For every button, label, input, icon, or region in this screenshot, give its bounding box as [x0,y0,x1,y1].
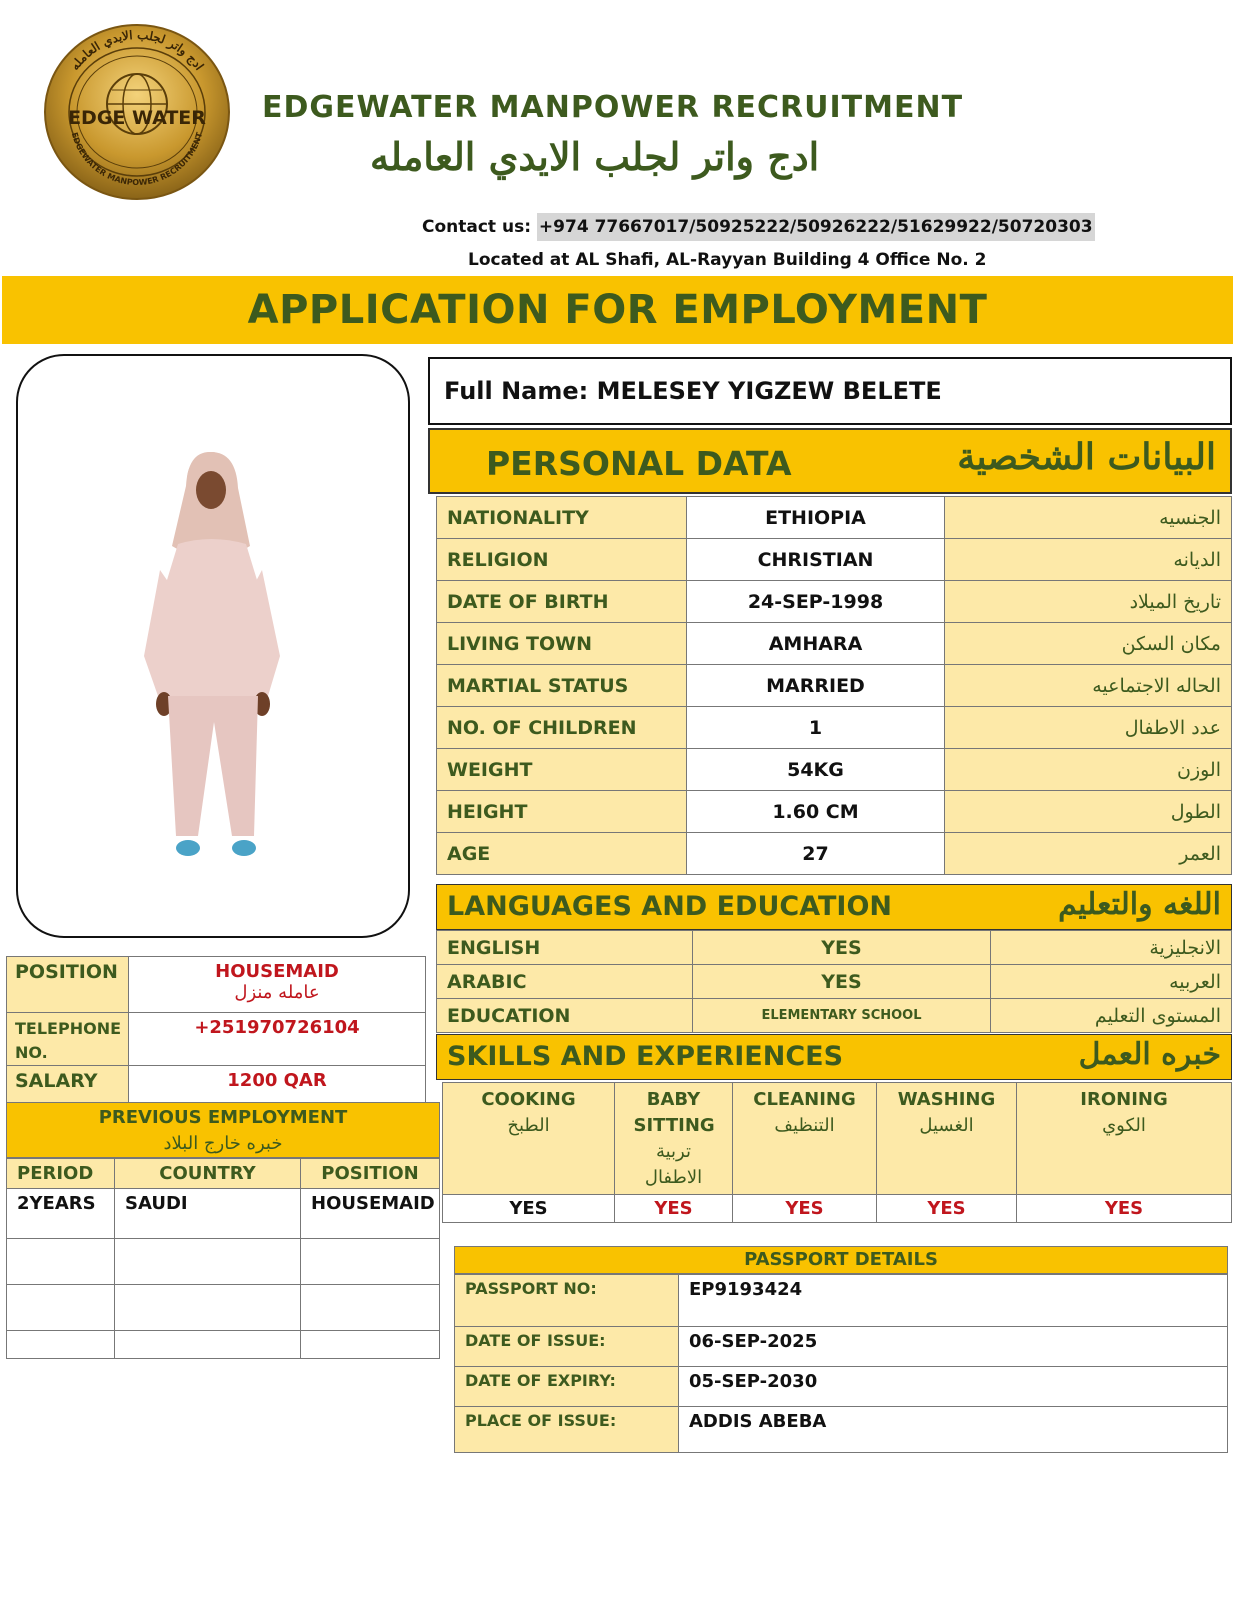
skill-washing [877,1083,1017,1195]
skill-label-ar: التنظيف [774,1115,835,1136]
table-row [437,999,1232,1033]
logo-ring-english: EDGEWATER MANPOWER RECRUITMENT [69,131,205,188]
position-cell: HOUSEMAID [301,1189,440,1239]
skills-header [436,1034,1232,1080]
row-value: AMHARA [687,623,945,665]
contact-label: Contact us: [422,217,531,237]
skills-value-row [443,1195,1232,1223]
personal-data-table [436,496,1232,875]
row-label-ar: الطول [945,791,1232,833]
full-name-value: MELESEY YIGZEW BELETE [596,377,942,405]
table-row [437,665,1232,707]
table-row [7,1239,440,1285]
row-label: NATIONALITY [437,497,687,539]
table-row [437,791,1232,833]
skill-baby-sitting [615,1083,733,1195]
location-line: Located at AL Shafi, AL-Rayyan Building 4 Office No. 2 [468,250,987,270]
languages-table [436,930,1232,1033]
row-label-ar: تاريخ الميلاد [945,581,1232,623]
empty-cell [301,1285,440,1331]
banner-title: APPLICATION FOR EMPLOYMENT [247,287,988,333]
empty-cell [301,1239,440,1285]
salary-label: SALARY [7,1066,129,1104]
skill-value: YES [443,1195,615,1223]
empty-cell [7,1331,115,1359]
full-name-label: Full Name: [444,377,589,405]
row-label: PASSPORT NO: [455,1275,679,1327]
row-value: ADDIS ABEBA [679,1407,1228,1453]
contact-numbers: +974 77667017/50925222/50926222/51629922/50720303 [537,213,1095,241]
company-logo [42,22,232,202]
table-row [437,965,1232,999]
table-row [455,1327,1228,1367]
row-label: PLACE OF ISSUE: [455,1407,679,1453]
period-cell: 2YEARS [7,1189,115,1239]
skills-title-ar: خبره العمل [1078,1037,1221,1072]
row-label-ar: الجنسيه [945,497,1232,539]
table-row [7,1189,440,1239]
applicant-figure [18,356,410,938]
skills-title-en: SKILLS AND EXPERIENCES [447,1041,844,1072]
empty-cell [7,1239,115,1285]
skill-label: WASHING [897,1089,996,1110]
personal-data-title-en: PERSONAL DATA [486,444,792,483]
row-value: YES [693,965,991,999]
table-row [437,539,1232,581]
salary-value: 1200 QAR [129,1066,426,1104]
skills-table [442,1082,1232,1223]
skill-cleaning [733,1083,877,1195]
table-row [7,957,426,1013]
row-label: DATE OF ISSUE: [455,1327,679,1367]
previous-employment-header [6,1102,440,1158]
skill-label: CLEANING [753,1089,856,1110]
row-label-ar: عدد الاطفال [945,707,1232,749]
logo-text: EDGE WATER [68,107,206,129]
row-value: YES [693,931,991,965]
row-label: HEIGHT [437,791,687,833]
personal-data-header [428,428,1232,494]
table-row [437,497,1232,539]
column-header: PERIOD [7,1159,115,1189]
table-row [455,1275,1228,1327]
skill-value: YES [877,1195,1017,1223]
table-row [455,1367,1228,1407]
table-row [437,581,1232,623]
row-label: LIVING TOWN [437,623,687,665]
position-value [129,957,426,1013]
row-label: AGE [437,833,687,875]
skill-label-ar: الطبخ [507,1115,550,1136]
table-header-row [7,1159,440,1189]
row-label: DATE OF EXPIRY: [455,1367,679,1407]
empty-cell [115,1331,301,1359]
skills-head-row [443,1083,1232,1195]
skill-label-ar: الغسيل [919,1115,974,1136]
skill-label: IRONING [1080,1089,1168,1110]
row-value: EP9193424 [679,1275,1228,1327]
contact-line [422,217,1095,237]
skill-value: YES [615,1195,733,1223]
telephone-label: TELEPHONE NO. [7,1013,129,1066]
table-row [455,1407,1228,1453]
row-value: MARRIED [687,665,945,707]
row-label-ar: العربيه [991,965,1232,999]
row-value: ETHIOPIA [687,497,945,539]
skill-label-ar: الكوي [1102,1115,1146,1136]
full-name-box [428,357,1232,425]
company-name-ar: ادج واتر لجلب الايدي العامله [370,134,820,179]
column-header: POSITION [301,1159,440,1189]
table-row [437,623,1232,665]
table-row [437,749,1232,791]
skill-value: YES [733,1195,877,1223]
row-value: 24-SEP-1998 [687,581,945,623]
row-label: RELIGION [437,539,687,581]
row-label: NO. OF CHILDREN [437,707,687,749]
previous-employment-title-en: PREVIOUS EMPLOYMENT [98,1107,348,1128]
country-cell: SAUDI [115,1189,301,1239]
company-name-en: EDGEWATER MANPOWER RECRUITMENT [262,90,964,125]
skill-value: YES [1017,1195,1232,1223]
skill-label: BABY SITTING [633,1089,715,1136]
row-label-ar: المستوى التعليم [991,999,1232,1033]
empty-cell [115,1239,301,1285]
row-label-ar: الديانه [945,539,1232,581]
row-label-ar: مكان السكن [945,623,1232,665]
skill-label: COOKING [481,1089,576,1110]
table-row [7,1331,440,1359]
row-label-ar: الحاله الاجتماعيه [945,665,1232,707]
empty-cell [7,1285,115,1331]
applicant-photo [16,354,410,938]
table-row [7,1013,426,1066]
row-value: 1 [687,707,945,749]
personal-data-title-ar: البيانات الشخصية [957,436,1216,478]
table-row [7,1066,426,1104]
telephone-value: +251970726104 [129,1013,426,1066]
skill-cooking [443,1083,615,1195]
languages-header [436,884,1232,930]
table-row [7,1285,440,1331]
position-info-table [6,956,426,1104]
empty-cell [115,1285,301,1331]
row-value: 06-SEP-2025 [679,1327,1228,1367]
row-label-ar: العمر [945,833,1232,875]
row-label: DATE OF BIRTH [437,581,687,623]
row-label-ar: الوزن [945,749,1232,791]
row-label: MARTIAL STATUS [437,665,687,707]
table-row [437,931,1232,965]
position-ar: عامله منزل [234,982,320,1003]
passport-table [454,1274,1228,1453]
row-value: 54KG [687,749,945,791]
row-label: ARABIC [437,965,693,999]
row-value: 27 [687,833,945,875]
row-value: ELEMENTARY SCHOOL [693,999,991,1033]
row-label: WEIGHT [437,749,687,791]
table-row [437,833,1232,875]
skill-label-ar: تربية الاطفال [644,1141,703,1188]
previous-employment-title-ar: خبره خارج البلاد [163,1133,283,1154]
row-value: CHRISTIAN [687,539,945,581]
skill-ironing [1017,1083,1232,1195]
row-label: EDUCATION [437,999,693,1033]
row-label: ENGLISH [437,931,693,965]
application-banner [2,276,1233,344]
position-en: HOUSEMAID [215,961,339,982]
logo-ring-arabic: ادج واتر لجلب الايدي العامله [67,27,207,73]
row-value: 05-SEP-2030 [679,1367,1228,1407]
empty-cell [301,1331,440,1359]
column-header: COUNTRY [115,1159,301,1189]
row-value: 1.60 CM [687,791,945,833]
languages-title-ar: اللغه والتعليم [1058,887,1221,922]
position-label: POSITION [7,957,129,1013]
table-row [437,707,1232,749]
passport-header: PASSPORT DETAILS [454,1246,1228,1274]
previous-employment-table [6,1158,440,1359]
row-label-ar: الانجليزية [991,931,1232,965]
languages-title-en: LANGUAGES AND EDUCATION [447,891,893,922]
